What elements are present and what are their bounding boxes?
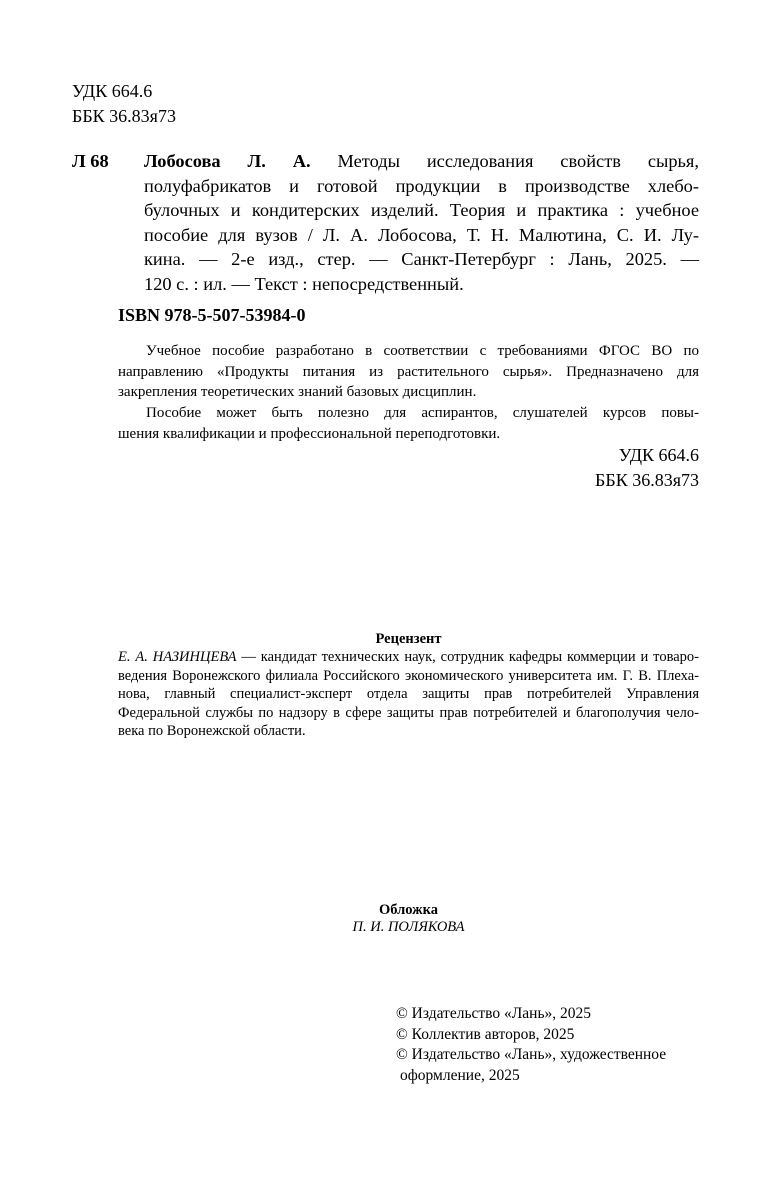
annotation-line: шения квалификации и профессиональной переподготовки. [118,425,501,442]
annotation [118,341,699,445]
bbk-code: ББК 36.83я73 [595,470,699,490]
cover-designer: П. И. ПОЛЯКОВА [352,919,465,935]
entry-line: полуфабрикатов и готовой продукции в производстве хлебо- [144,175,699,196]
annotation-line: Учебное пособие разработано в соответствии с требованиями ФГОС ВО по [146,343,699,359]
author-name: Лобосова Л. А. [144,151,311,171]
entry-line: пособие для вузов / Л. А. Лобосова, Т. Н. Малютина, С. И. Лу- [144,224,699,245]
copyright-line: © Издательство «Лань», художественное [396,1046,667,1063]
entry-line: 120 с. : ил. — Текст : непосредственный. [144,273,464,294]
annotation-line: закрепления теоретических знаний базовых дисциплин. [118,384,477,401]
reviewer-line [118,648,699,667]
reviewer-line: века по Воронежской области. [118,723,306,740]
bbk-code: ББК 36.83я73 [72,106,176,126]
isbn: ISBN 978-5-507-53984-0 [118,305,306,325]
copyright-block [396,1004,666,1086]
bibliographic-description [144,149,699,296]
reviewer-name: Е. А. НАЗИНЦЕВА [118,649,237,665]
copyright-line: © Коллектив авторов, 2025 [396,1025,575,1043]
annotation-line: направлению «Продукты питания из растительного сырья». Предназначено для [118,363,699,380]
copyright-line: © Издательство «Лань», 2025 [396,1005,592,1022]
cover-heading: Обложка [378,902,439,918]
udk-code: УДК 664.6 [618,445,699,465]
bibliographic-entry [72,149,699,296]
entry-line [144,149,699,174]
reviewer-info [118,648,699,741]
entry-line: булочных и кондитерских изделий. Теория и практика : учебное [144,200,699,220]
reviewer-line: нова, главный специалист-эксперт отдела защиты прав потребителей Управления [118,686,699,703]
classification-codes-bottom [595,443,699,493]
author-mark: Л 68 [72,151,109,171]
reviewer-description: — кандидат технических наук, сотрудник кафедры коммерции и товаро- [236,649,699,665]
annotation-line: Пособие может быть полезно для аспирантов, слушателей курсов повы- [146,405,699,422]
copyright-line: оформление, 2025 [400,1066,520,1084]
book-title-start: Методы исследования свойств сырья, [337,151,699,171]
classification-codes-top [72,79,176,129]
reviewer-heading: Рецензент [375,631,442,647]
entry-line: кина. — 2-е изд., стер. — Санкт-Петербург : Лань, 2025. — [144,249,699,269]
reviewer-line: Федеральной службы по надзору в сфере защиты прав потребителей и благополучия чело- [118,704,699,721]
udk-code: УДК 664.6 [72,81,153,101]
reviewer-line: ведения Воронежского филиала Российского экономического университета им. Г. В. Плеха- [118,667,699,684]
